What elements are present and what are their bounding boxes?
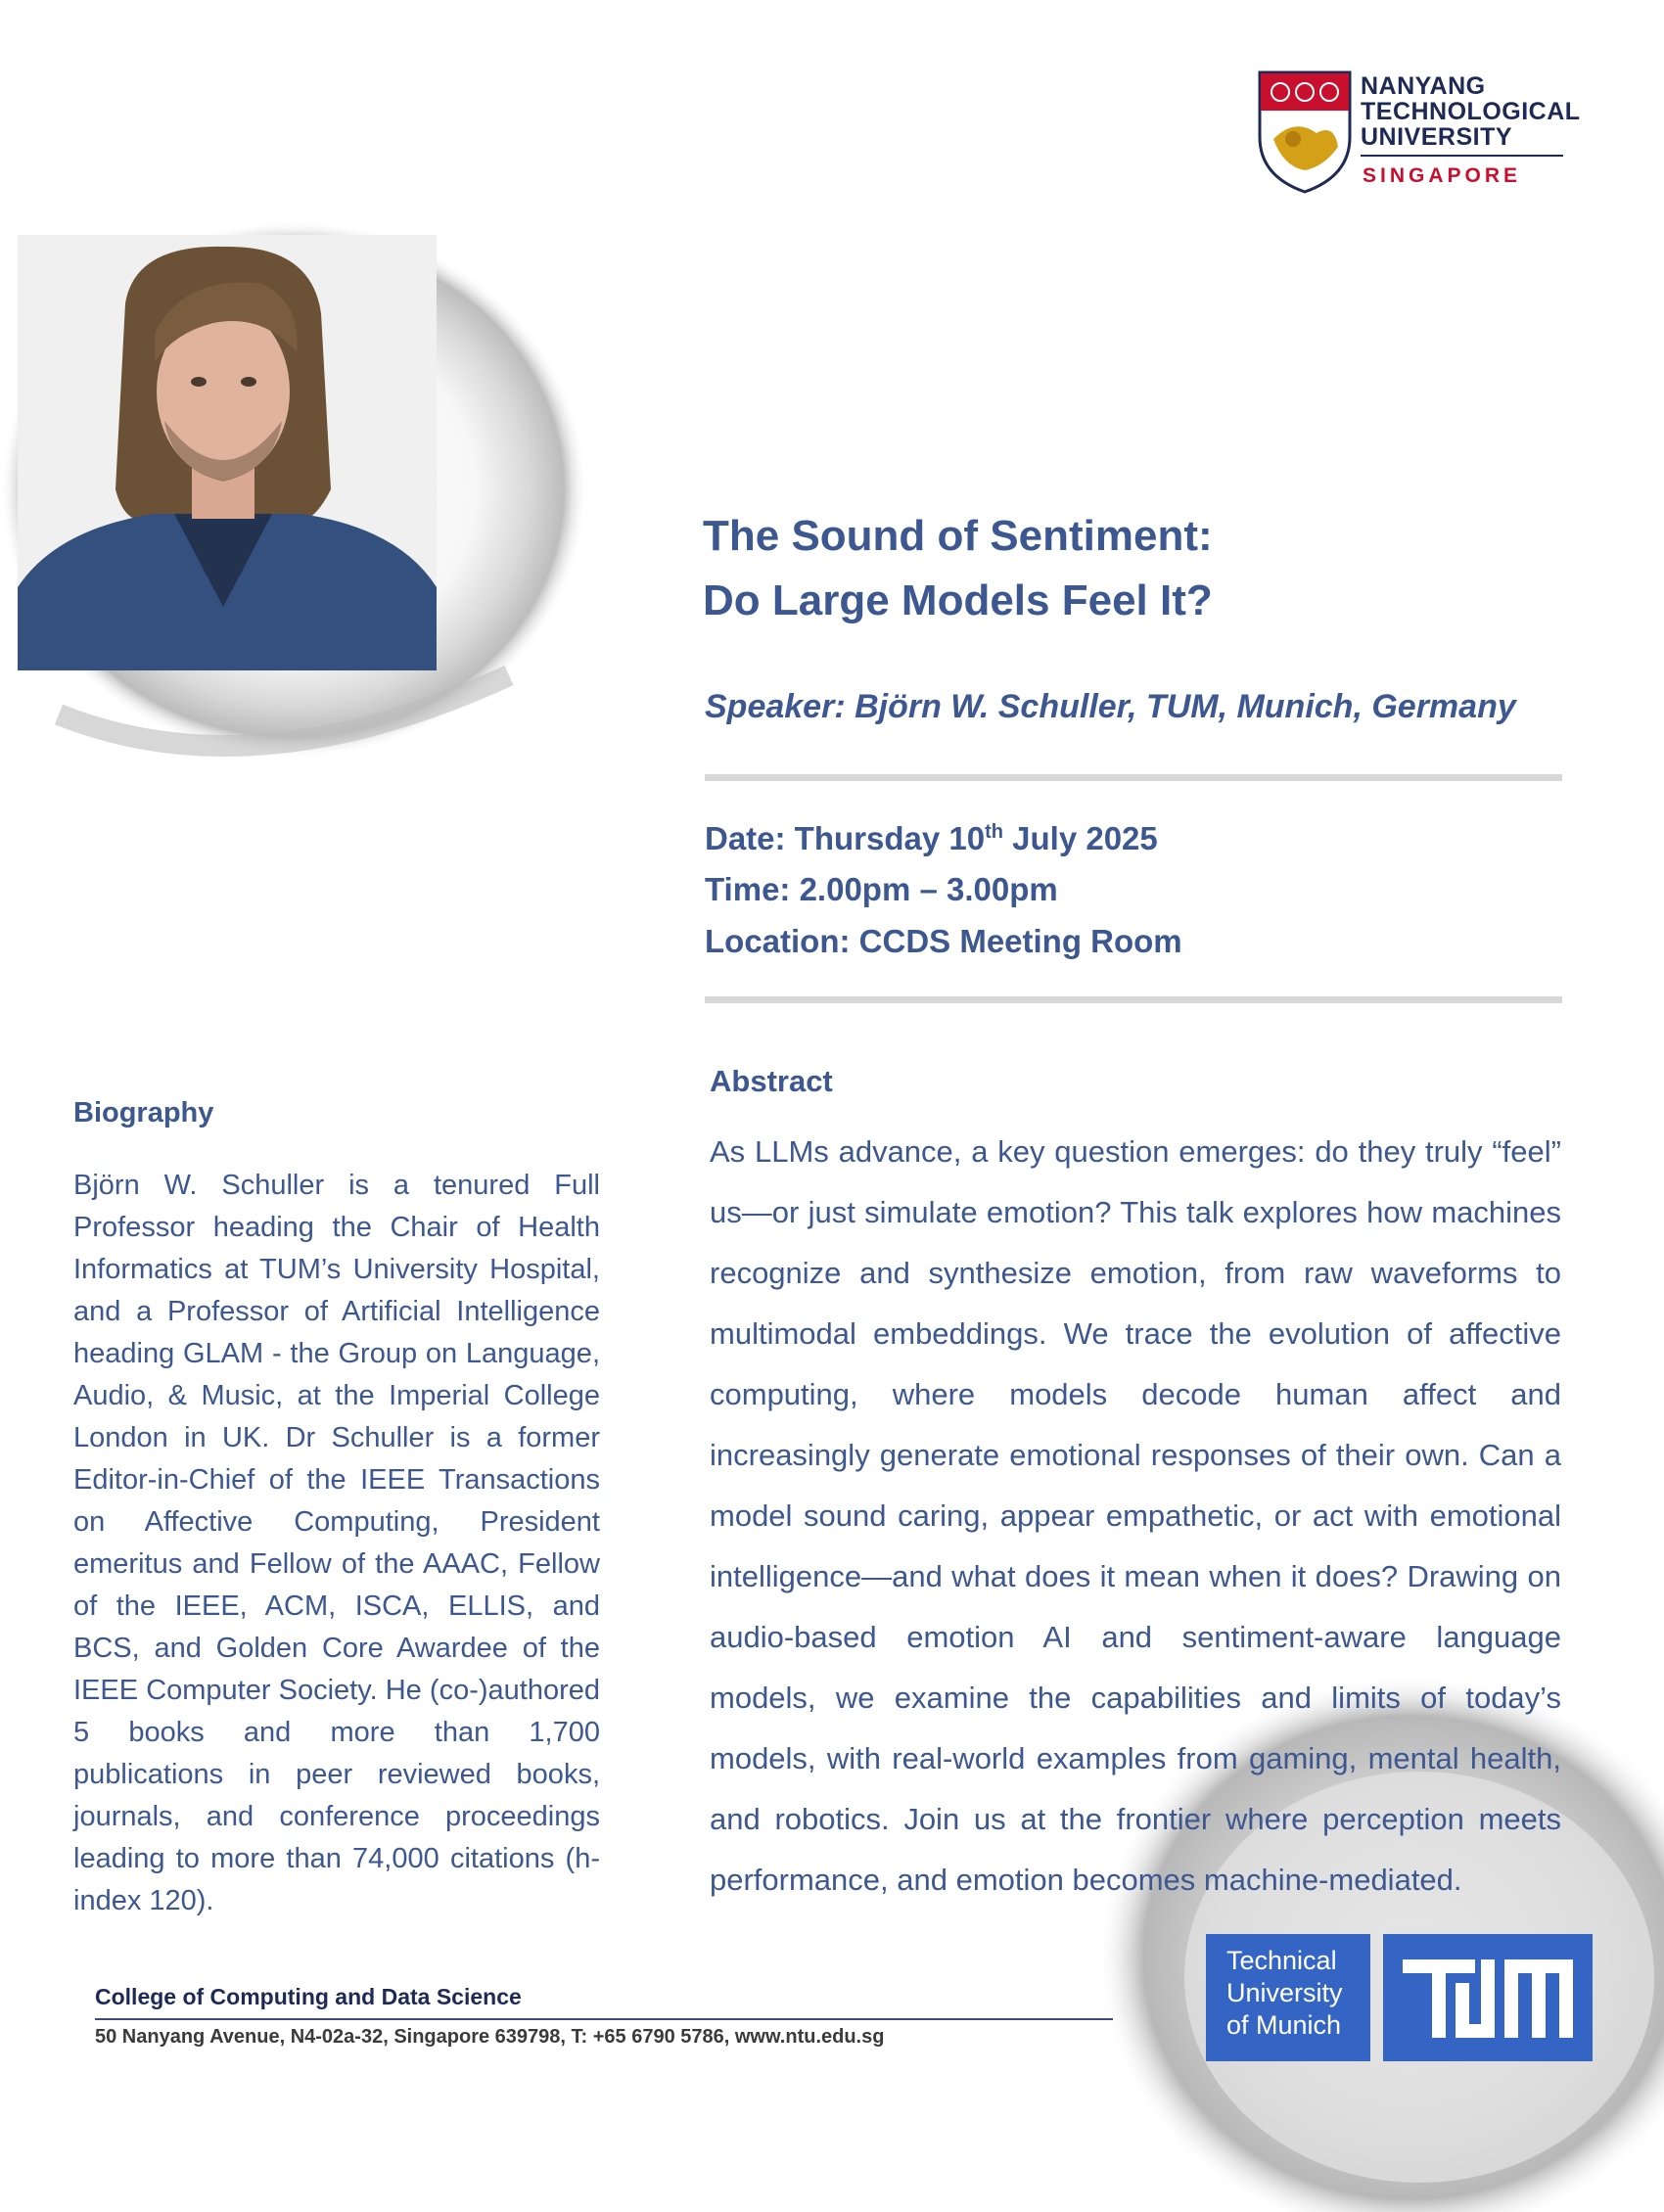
speaker-line: Speaker: Björn W. Schuller, TUM, Munich, Germany (705, 688, 1516, 725)
event-date-main: Date: Thursday 10 (705, 820, 986, 856)
event-date-ordinal: th (985, 821, 1003, 843)
ntu-name-line: TECHNOLOGICAL (1361, 98, 1581, 125)
footer-address: 50 Nanyang Avenue, N4-02a-32, Singapore 639798, T: +65 6790 5786, www.ntu.edu.sg (95, 2026, 885, 2048)
talk-title-line: Do Large Models Feel It? (703, 576, 1213, 624)
ntu-logo-divider (1361, 155, 1563, 157)
footer-college-name: College of Computing and Data Science (95, 1984, 522, 2009)
footer-divider (95, 2018, 1113, 2020)
tum-logo-line: of Munich (1226, 2010, 1342, 2040)
tum-logo-line: Technical (1226, 1946, 1337, 1975)
event-time: Time: 2.00pm – 3.00pm (705, 871, 1058, 907)
event-date-rest: July 2025 (1002, 820, 1158, 856)
abstract-heading: Abstract (710, 1064, 833, 1098)
ntu-name-line: NANYANG (1361, 72, 1486, 100)
section-divider (705, 774, 1562, 781)
ntu-name-line: UNIVERSITY (1361, 123, 1513, 151)
speaker-photo (18, 235, 437, 670)
event-date (705, 820, 1158, 857)
talk-title (703, 504, 1584, 633)
talk-title-line: The Sound of Sentiment: (703, 512, 1213, 560)
tum-logo-text (1206, 1934, 1370, 2061)
ntu-crest-icon (1256, 69, 1354, 194)
tum-logo-line: University (1226, 1978, 1343, 2007)
abstract-text: As LLMs advance, a key question emerges: do they truly “feel” us—or just simulate emotion? This talk explores how machines recognize and synthesize emotion, from raw waveforms to multimodal embeddings. We trace the evolution of affective computing, where models decode human affect and increasingly generate emotional responses of their own. Can a model sound caring, appear empathetic, or act with emotional intelligence—and what does it mean when it does? Drawing on audio-based emotion AI and sentiment-aware language models, we examine the capabilities and limits of today’s models, with real-world examples from gaming, mental health, and robotics. Join us at the frontier where perception meets performance, and emotion becomes machine-mediated. (710, 1134, 1561, 1897)
biography-heading: Biography (73, 1097, 214, 1129)
tum-logo-mark (1383, 1934, 1593, 2061)
speaker-portrait-illustration (18, 235, 437, 670)
event-location: Location: CCDS Meeting Room (705, 923, 1182, 959)
ntu-logo (1256, 69, 1589, 196)
tum-wordmark-icon (1383, 1934, 1593, 2061)
ntu-country-line: SINGAPORE (1363, 164, 1522, 187)
biography-text: Björn W. Schuller is a tenured Full Professor heading the Chair of Health Informatics at TUM’s University Hospital, and a Professor of Artificial Intelligence heading GLAM - the Group on Language, Audio, & Music, at the Imperial College London in UK. Dr Schuller is a former Editor-in-Chief of the IEEE Transactions on Affective Computing, President emeritus and Fellow of the AAAC, Fellow of the IEEE, ACM, ISCA, ELLIS, and BCS, and Golden Core Awardee of the IEEE Computer Society. He (co-)authored 5 books and more than 1,700 publications in peer reviewed books, journals, and conference proceedings leading to more than 74,000 citations (h-index 120). (73, 1170, 600, 1916)
section-divider (705, 996, 1562, 1003)
